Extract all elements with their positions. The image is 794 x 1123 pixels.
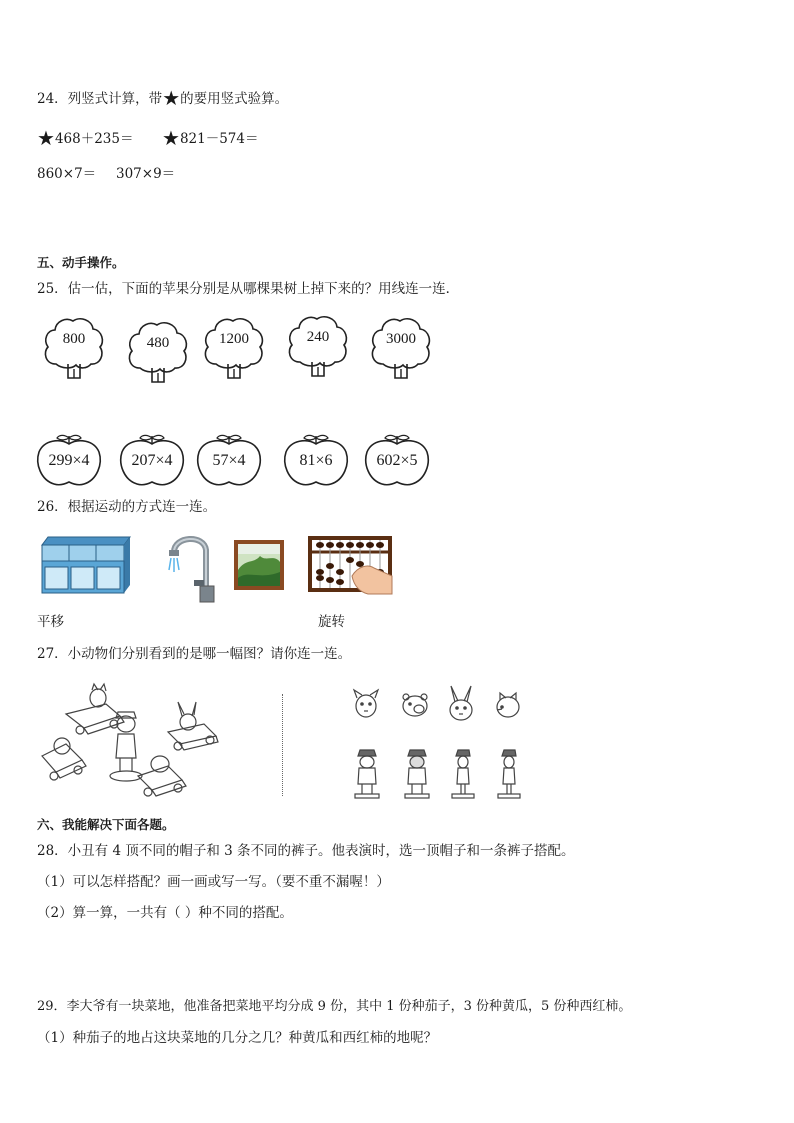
section-6-title: 六、我能解决下面各题。	[37, 817, 175, 832]
q24-title-tail: 的要用竖式验算。	[180, 91, 289, 107]
faucet-icon[interactable]	[164, 530, 216, 602]
apple-207x4[interactable]	[119, 432, 185, 488]
tree-icon	[286, 312, 350, 380]
label-rotation: 旋转	[318, 614, 345, 630]
apple-299x4[interactable]	[36, 432, 102, 488]
tree-800[interactable]	[42, 314, 106, 382]
q29-sub1: （1）种茄子的地占这块菜地的几分之几？种黄瓜和西红柿的地呢？	[37, 1030, 438, 1046]
apple-expr: 299×4	[48, 452, 90, 469]
cat-head-icon[interactable]	[494, 690, 522, 720]
tree-icon	[126, 318, 190, 386]
tree-1200[interactable]	[202, 314, 266, 382]
q28-sub2: （2）算一算，一共有（ ）种不同的搭配。	[37, 905, 293, 921]
q26-title: 26．根据运动的方式连一连。	[37, 499, 217, 515]
label-translation: 平移	[37, 614, 64, 630]
star-icon: ★	[162, 86, 181, 110]
sliding-window-icon[interactable]	[42, 537, 130, 593]
animals-around-policeman-icon	[40, 684, 220, 800]
q24-expr: 860×7＝	[37, 166, 97, 182]
q24-item-4	[116, 165, 175, 183]
apple-expr: 602×5	[376, 452, 418, 469]
policeman-view-icon[interactable]	[352, 748, 382, 800]
q24-title-text: 24．列竖式计算，带	[37, 91, 163, 107]
q28-sub1: （1）可以怎样搭配？画一画或写一写。（要不重不漏喔！）	[37, 874, 390, 890]
q24-title	[37, 86, 289, 110]
tree-icon	[202, 314, 266, 382]
q24-item-1	[37, 126, 134, 150]
q24-item-2	[162, 126, 259, 150]
framed-picture-icon[interactable]	[234, 540, 284, 590]
policeman-view-icon[interactable]	[450, 748, 476, 800]
apple-81x6[interactable]	[283, 432, 349, 488]
tree-480[interactable]	[126, 318, 190, 386]
apple-602x5[interactable]	[364, 432, 430, 488]
apple-expr: 57×4	[212, 452, 246, 469]
q28-title: 28．小丑有 4 顶不同的帽子和 3 条不同的裤子。他表演时，选一顶帽子和一条裤子搭配。	[37, 843, 575, 859]
policeman-view-icon[interactable]	[402, 748, 432, 800]
dog-head-icon[interactable]	[352, 688, 380, 720]
q24-item-3	[37, 165, 96, 183]
tree-value: 800	[62, 331, 86, 347]
section-5-title: 五、动手操作。	[37, 255, 125, 270]
tree-value: 480	[146, 335, 170, 351]
apple-expr: 207×4	[131, 452, 173, 469]
q24-expr: 821－574＝	[179, 131, 259, 147]
bear-head-icon[interactable]	[400, 690, 430, 720]
q24-expr: 307×9＝	[116, 166, 176, 182]
apple-expr: 81×6	[299, 452, 333, 469]
tree-icon	[369, 314, 433, 382]
tree-value: 1200	[219, 331, 249, 347]
q24-expr: 468＋235＝	[54, 131, 134, 147]
star-icon: ★	[37, 126, 55, 150]
abacus-icon[interactable]	[308, 536, 392, 596]
policeman-view-icon[interactable]	[496, 748, 522, 800]
q29-title: 29．李大爷有一块菜地，他准备把菜地平均分成 9 份，其中 1 份种茄子，3 份种黄瓜，5 份种西红柿。	[37, 999, 632, 1014]
tree-3000[interactable]	[369, 314, 433, 382]
divider	[282, 694, 283, 796]
tree-240[interactable]	[286, 312, 350, 380]
tree-value: 3000	[386, 331, 416, 347]
tree-icon	[42, 314, 106, 382]
rabbit-head-icon[interactable]	[446, 684, 476, 722]
tree-value: 240	[306, 329, 330, 345]
q25-title: 25．估一估，下面的苹果分别是从哪棵果树上掉下来的？用线连一连．	[37, 281, 460, 297]
apple-57x4[interactable]	[196, 432, 262, 488]
star-icon: ★	[162, 126, 180, 150]
q27-title: 27．小动物们分别看到的是哪一幅图？请你连一连。	[37, 646, 352, 662]
